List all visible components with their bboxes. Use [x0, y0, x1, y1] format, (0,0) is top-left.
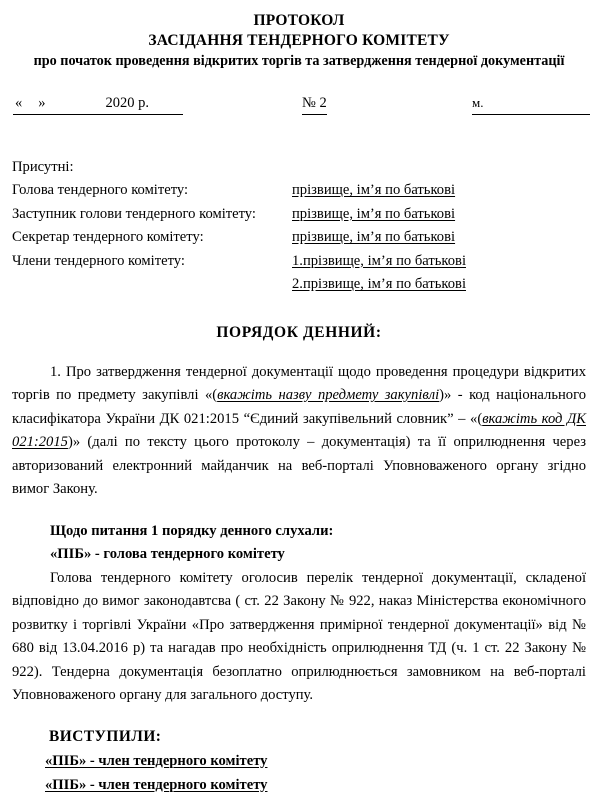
- question-1-body: Голова тендерного комітету оголосив перелік тендерної документації, складеної відповідно до вимог законодавтсва ( ст. 22 Закону № 922, наказ Міністерства економічного розвитку і торгівлі України «Про затвердження примірної тендерної документації» від № 680 від 13.04.2016 р) та нагадав про необхідність оприлюднення ТД (ч. 1 ст. 22 Закону № 922). Тендерна документація безоплатно оприлюднюється замовником на веб-порталі Уповноваженого органу для загального доступу.: [12, 569, 586, 703]
- speaker-row: [45, 773, 586, 797]
- city-label: м.: [472, 95, 484, 110]
- date-field[interactable]: [13, 95, 183, 115]
- date-year: 2020 р.: [105, 95, 149, 111]
- page-title: ПРОТОКОЛ: [253, 12, 345, 29]
- attendee-row: [12, 203, 586, 227]
- attendee-role-label: Секретар тендерного комітету:: [12, 229, 204, 245]
- attendee-name-field[interactable]: прізвище, ім’я по батькові: [292, 182, 456, 198]
- agenda-item-1-placeholder-subject[interactable]: вкажіть назву предмету закупівлі: [217, 387, 440, 403]
- attendee-row-extra: [12, 273, 586, 297]
- attendee-role-label: Заступник голови тендерного комітету:: [12, 205, 256, 222]
- attendee-row: [12, 179, 586, 203]
- speakers-heading: ВИСТУПИЛИ:: [49, 727, 162, 745]
- question-1-block: [50, 520, 586, 567]
- agenda-item-1-part2: )» - код національного класифікатора України ДК 021:2015 “Єдиний закупівельний словник” – «(: [12, 387, 586, 427]
- agenda-item-1-paragraph: [12, 361, 586, 502]
- attendee-role-label: Члени тендерного комітету:: [12, 252, 185, 269]
- attendee-name-field[interactable]: 1.прізвище, ім’я по батькові: [292, 252, 466, 269]
- protocol-number[interactable]: [302, 95, 327, 115]
- attendee-role-label: Голова тендерного комітету:: [12, 182, 189, 198]
- document-subtitle: ЗАСІДАННЯ ТЕНДЕРНОГО КОМІТЕТУ: [148, 32, 450, 49]
- attendee-name-field[interactable]: прізвище, ім’я по батькові: [292, 229, 456, 245]
- question-1-speaker: «ПІБ» - голова тендерного комітету: [50, 546, 285, 562]
- speaker-name-field[interactable]: «ПІБ» - член тендерного комітету: [45, 752, 268, 769]
- date-quote-open: «: [15, 95, 23, 111]
- date-quote-close: »: [38, 95, 46, 111]
- speaker-name-field[interactable]: «ПІБ» - член тендерного комітету: [45, 776, 268, 793]
- document-title-block: [12, 0, 586, 71]
- attendees-section: [12, 156, 586, 297]
- attendees-heading: Присутні:: [12, 159, 74, 175]
- agenda-heading: ПОРЯДОК ДЕННИЙ:: [216, 323, 382, 341]
- city-field[interactable]: [472, 95, 590, 115]
- attendee-row: [12, 250, 586, 274]
- attendee-name-field[interactable]: 2.прізвище, ім’я по батькові: [292, 276, 466, 292]
- agenda-item-1-part1: 1. Про затвердження тендерної документації щодо проведення процедури відкритих торгів по предмету закупівлі «(: [12, 363, 586, 403]
- protocol-number-value: № 2: [302, 95, 327, 111]
- document-meta-row: [12, 95, 586, 125]
- question-1-heading: Щодо питання 1 порядку денного слухали:: [50, 522, 334, 539]
- attendee-name-field[interactable]: прізвище, ім’я по батькові: [292, 205, 456, 222]
- attendee-row: [12, 226, 586, 250]
- agenda-item-1-part3: )» (далі по тексту цього протоколу – документація) та її оприлюднення через авторизований електронний майданчик на веб-порталі Уповноваженого органу згідно вимог Закону.: [12, 434, 586, 497]
- document-subject-line: про початок проведення відкритих торгів та затвердження тендерної документації: [33, 53, 565, 69]
- agenda-item-1-placeholder-code[interactable]: вкажіть код ДК 021:2015: [12, 410, 586, 450]
